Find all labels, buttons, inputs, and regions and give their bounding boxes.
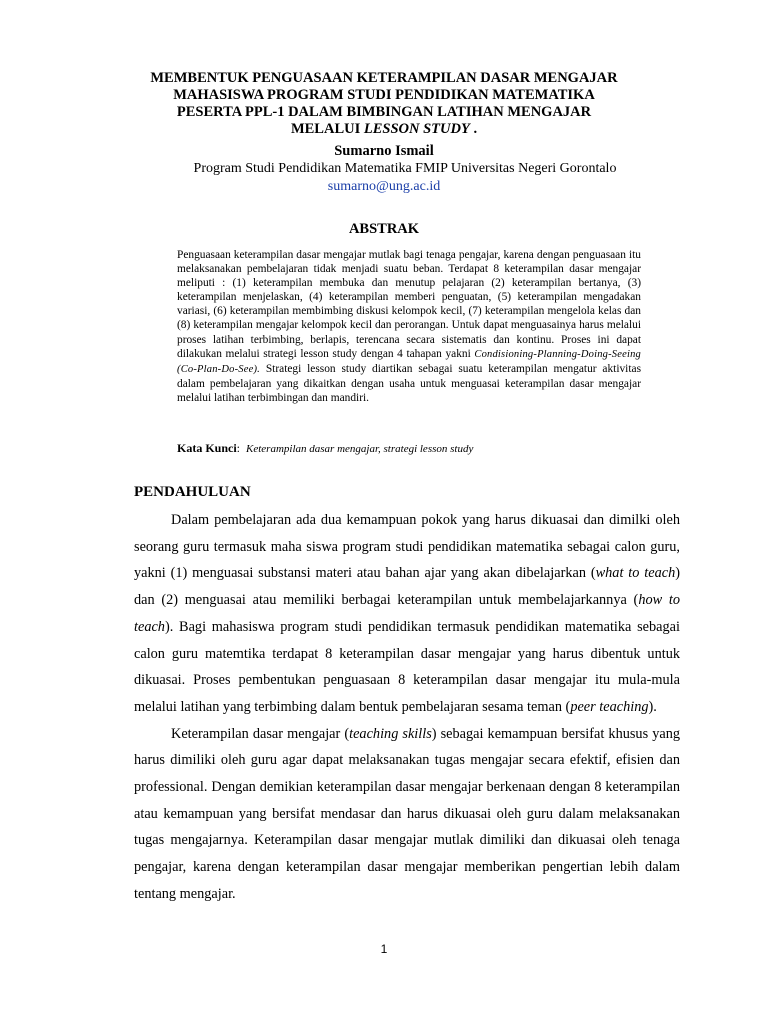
title-line: PESERTA PPL-1 DALAM BIMBINGAN LATIHAN MENGAJAR <box>176 104 592 120</box>
paragraph-text: ). Bagi mahasiswa program studi pendidikan termasuk pendidikan matematika sebagai calon guru matemtika terdapat 8 keterampilan dasar mengajar yang harus dibentuk untuk dikuasai. Proses pembentukan penguasaan 8 keterampilan dasar mengajar itu mula-mula melalui latihan yang terbimbing dalam bentuk pembelajaran sesama teman ( <box>134 618 680 715</box>
paragraph-text: Dalam pembelajaran ada dua kemampuan pokok yang harus dikuasai dan dimilki oleh seorang guru termasuk maha siswa program studi pendidikan matematika sebagai calon guru, yakni (1) menguasai substansi materi atau bahan ajar yang akan dibelajarkan ( <box>134 512 680 582</box>
author-name: Sumarno Ismail <box>334 143 434 159</box>
title-line: MAHASISWA PROGRAM STUDI PENDIDIKAN MATEMATIKA <box>173 87 595 103</box>
abstract-text-part: Penguasaan keterampilan dasar mengajar mutlak bagi tenaga pengajar, karena dengan penguasaan itu melaksanakan pembelajaran tidak menjadi suatu beban. Terdapat 8 keterampilan dasar mengajar meliputi : (1) keterampilan membuka dan menutup pelajaran (2) keterampilan bertanya, (3) keterampilan menjelaskan, (4) keterampilan memberi penguatan, (5) keterampilan mengadakan variasi, (6) keterampilan membimbing diskusi kelompok kecil, (7) keterampilan mengelola kelas dan (8) keterampilan mengajar kelompok kecil dan perorangan. Untuk dapat menguasainya harus melalui proses latihan terbimbing, berlapis, terencana secara sistematis dan kontinu. Proses ini dapat dilakukan melalui strategi lesson study dengan 4 tahapan yakni <box>177 249 641 360</box>
title-line-prefix: MELALUI <box>290 121 364 137</box>
abstract-text <box>177 248 641 405</box>
paragraph-text: Keterampilan dasar mengajar ( <box>171 725 350 742</box>
keywords <box>177 441 647 456</box>
paragraph <box>134 721 680 908</box>
italic-term: how to teach <box>134 592 680 635</box>
section-heading: PENDAHULUAN <box>134 484 251 500</box>
keywords-value: Keterampilan dasar mengajar, strategi lesson study <box>246 443 474 455</box>
italic-term: peer teaching <box>570 698 649 715</box>
title-line-suffix: . <box>469 121 478 137</box>
paragraph-text: ). <box>648 698 657 715</box>
title-line <box>100 121 668 138</box>
keywords-colon: : <box>236 441 241 455</box>
abstract-text-part: Strategi lesson study diartikan sebagai suatu keterampilan mengatur aktivitas dalam pembelajaran yang dikaitkan dengan usaha untuk menguasai keterampilan dasar mengajar melalui latihan terbimbingan dan mandiri. <box>177 362 641 404</box>
italic-term: teaching skills <box>349 725 432 742</box>
abstract-italic-term: Condisioning-Planning-Doing-Seeing (Co-Plan-Do-See). <box>177 348 641 375</box>
paragraph-text: ) dan (2) menguasai atau memiliki berbagai keterampilan untuk membelajarkannya ( <box>134 565 680 609</box>
body-text <box>134 507 680 908</box>
paragraph <box>134 507 680 721</box>
paragraph-text: ) sebagai kemampuan bersifat khusus yang harus dimiliki oleh guru agar dapat melaksanakan tugas mengajar secara efektif, efisien dan professional. Dengan demikian keterampilan dasar mengajar berkenaan dengan 8 keterampilan atau kemampuan yang bersifat mendasar dan harus dikuasai oleh guru dalam melaksanakan tugas mengajarnya. Keterampilan dasar mengajar mutlak dimiliki dan dikuasai oleh tenaga pengajar, karena dengan keterampilan dasar mengajar memberikan pengertian lebih dalam tentang mengajar. <box>134 725 680 902</box>
abstract-heading: ABSTRAK <box>348 221 420 237</box>
title-line: MEMBENTUK PENGUASAAN KETERAMPILAN DASAR MENGAJAR <box>150 70 618 86</box>
author-affiliation: Program Studi Pendidikan Matematika FMIP Universitas Negeri Gorontalo <box>193 161 617 176</box>
page-number: 1 <box>380 942 388 956</box>
paper-title <box>100 70 668 138</box>
keywords-label: Kata Kunci <box>177 441 237 455</box>
author-email: sumarno@ung.ac.id <box>327 179 441 194</box>
title-italic: LESSON STUDY <box>363 121 470 137</box>
italic-term: what to teach <box>595 565 676 582</box>
